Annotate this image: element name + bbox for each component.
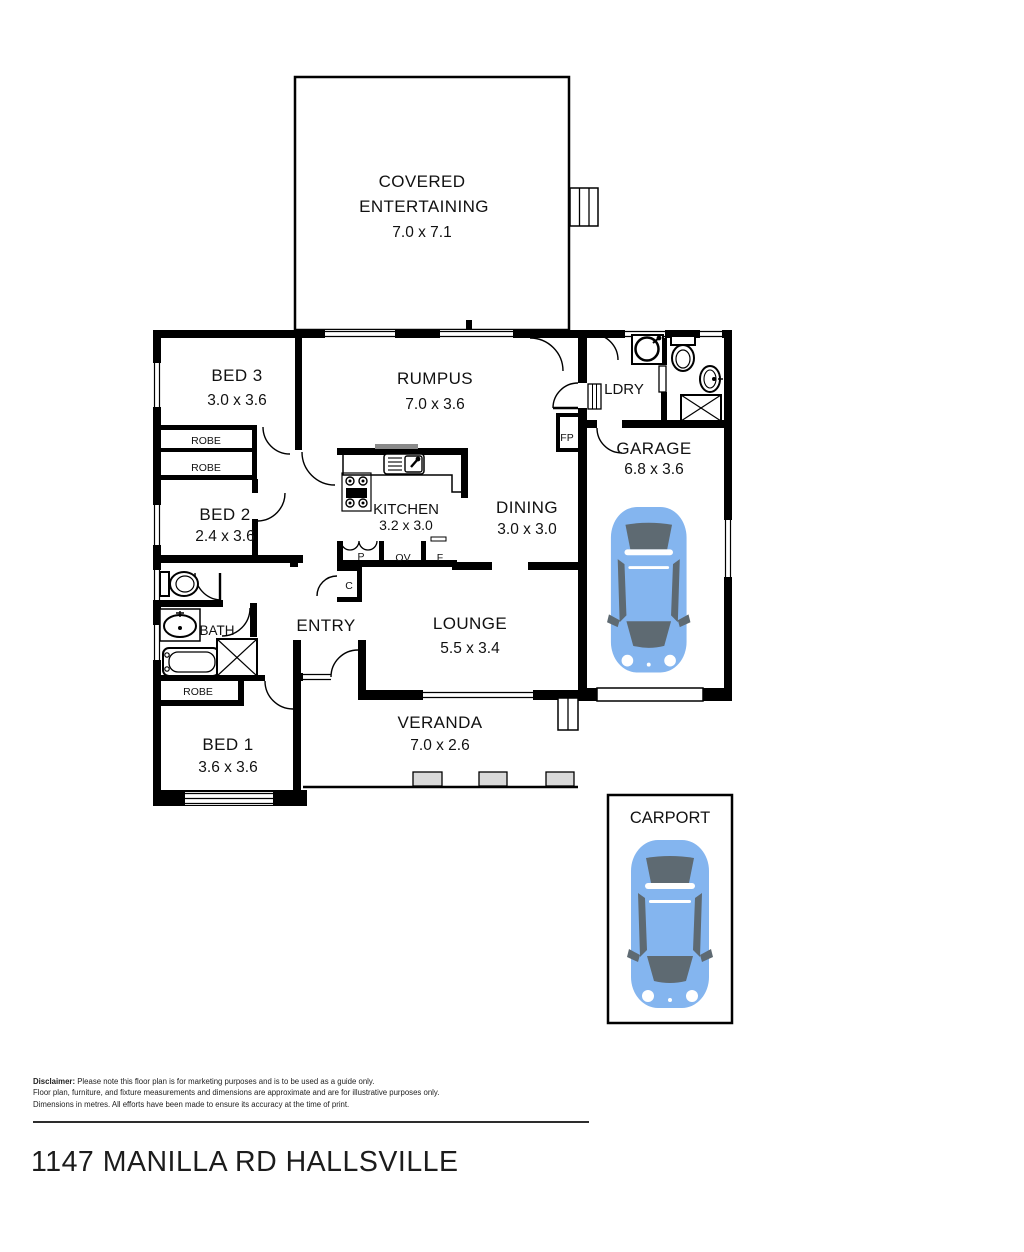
rumpus-dims: 7.0 x 3.6 <box>405 396 465 413</box>
disclaimer-text <box>33 1076 673 1110</box>
garage-dims: 6.8 x 3.6 <box>624 461 684 478</box>
kitchen-sink-icon <box>375 444 424 474</box>
lounge-label: LOUNGE <box>432 614 508 633</box>
bed3-dims: 3.0 x 3.6 <box>207 392 267 409</box>
bed1-dims: 3.6 x 3.6 <box>198 759 258 776</box>
veranda-steps-icon <box>558 698 578 730</box>
bed2-label: BED 2 <box>199 505 251 524</box>
wc-toilet-icon <box>671 336 695 371</box>
laundry-tub-icon <box>632 335 663 364</box>
dining-dims: 3.0 x 3.0 <box>497 521 557 538</box>
oven-label: OV <box>395 552 411 564</box>
footer-divider <box>33 1121 589 1123</box>
robe3-label: ROBE <box>183 686 213 698</box>
property-address: 1147 MANILLA RD HALLSVILLE <box>31 1146 459 1178</box>
fireplace-label: FP <box>560 432 574 444</box>
covered-entertaining-dims: 7.0 x 7.1 <box>392 224 452 241</box>
garage-car <box>607 507 690 672</box>
veranda-dims: 7.0 x 2.6 <box>410 737 470 754</box>
disclaimer-line1: Please note this floor plan is for marketing purposes and is to be used as a guide only. <box>75 1077 375 1086</box>
covered-entertaining-label-1: COVERED <box>378 172 466 191</box>
laundry-label: LDRY <box>604 381 644 398</box>
toilet-icon <box>160 572 198 596</box>
wc-basin-icon <box>700 366 723 392</box>
shower-icon <box>217 639 257 676</box>
covered-entertaining-label-2: ENTERTAINING <box>359 197 489 216</box>
fridge-hinge-icon <box>431 537 446 541</box>
entry-label: ENTRY <box>296 616 356 635</box>
cupboard-label: C <box>345 580 353 592</box>
bath-label: BATH <box>199 623 235 638</box>
disclaimer-line2: Floor plan, furniture, and fixture measurements and dimensions are approximate and are for illustrative purposes only. <box>33 1088 440 1098</box>
bed1-label: BED 1 <box>202 735 254 754</box>
hot-water-unit-icon <box>681 395 721 421</box>
veranda-label: VERANDA <box>397 713 483 732</box>
bed3-label: BED 3 <box>211 366 263 385</box>
pantry-door-icon <box>341 541 377 550</box>
garage-door-panel <box>597 688 703 701</box>
dining-label: DINING <box>496 498 558 517</box>
disclaimer-label: Disclaimer: <box>33 1077 76 1086</box>
outdoor-steps-icon <box>570 188 598 226</box>
fridge-label: F <box>436 552 444 564</box>
kitchen-dims: 3.2 x 3.0 <box>379 517 433 533</box>
disclaimer-line3: Dimensions in metres. All efforts have been made to ensure its accuracy at the time of print. <box>33 1099 350 1109</box>
pantry-label: P <box>357 551 365 563</box>
stove-icon <box>342 473 371 511</box>
rumpus-label: RUMPUS <box>396 369 474 388</box>
bathtub-icon <box>163 648 219 676</box>
carport-label: CARPORT <box>629 809 711 827</box>
garage-label: GARAGE <box>616 439 692 458</box>
kitchen-label: KITCHEN <box>373 501 439 518</box>
bath-basin-icon <box>160 609 200 641</box>
bed2-dims: 2.4 x 3.6 <box>195 528 255 545</box>
robe2-label: ROBE <box>191 462 221 474</box>
robe1-label: ROBE <box>191 435 221 447</box>
lounge-dims: 5.5 x 3.4 <box>440 640 500 657</box>
carport-car <box>627 840 713 1008</box>
